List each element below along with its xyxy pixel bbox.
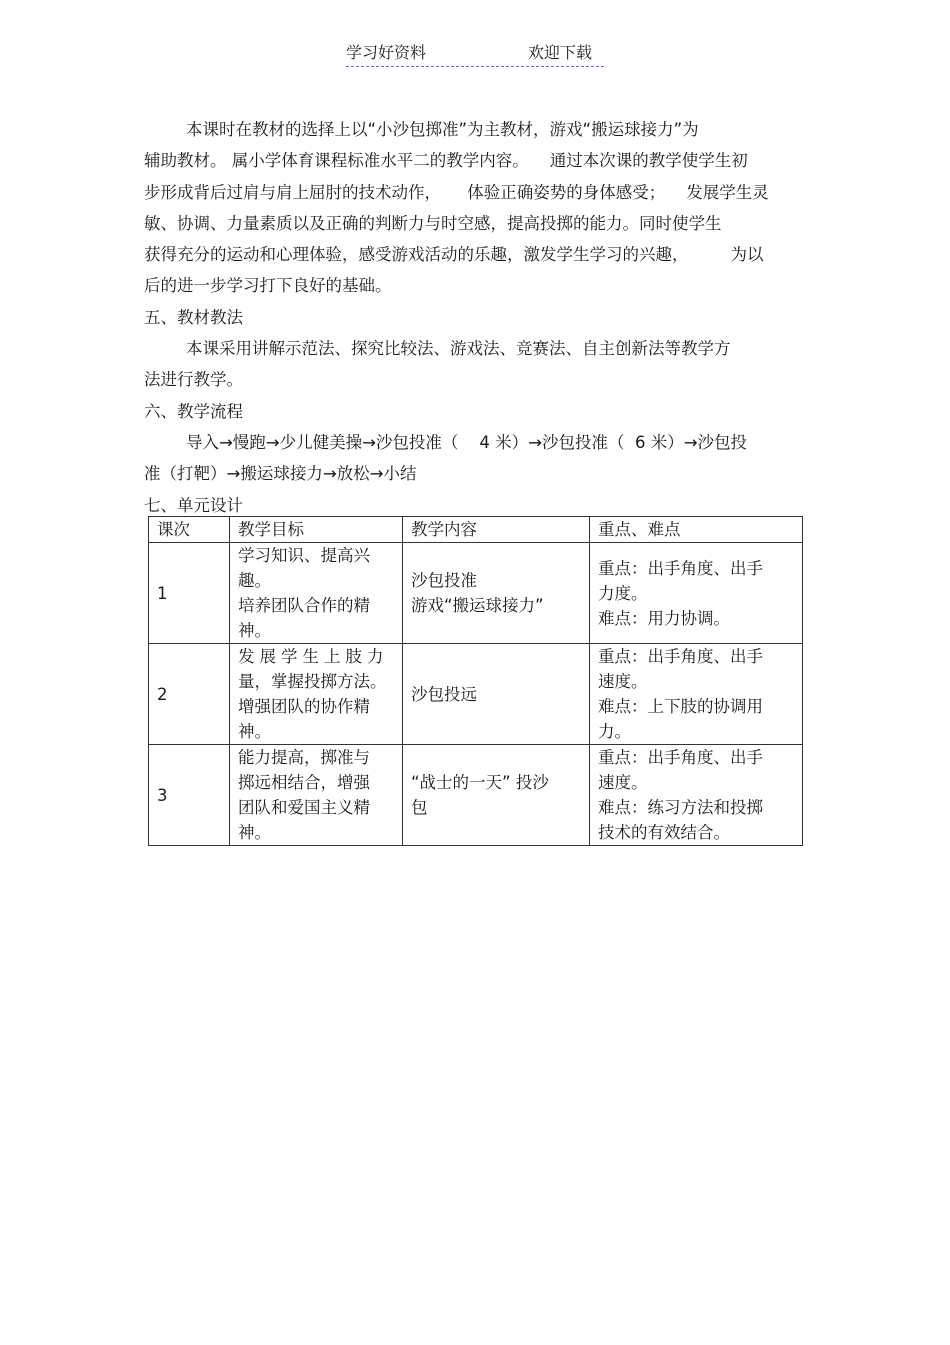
paragraph-line: 后的进一步学习打下良好的基础。 xyxy=(144,276,392,296)
column-header: 重点、难点 xyxy=(590,517,803,543)
lesson-focus xyxy=(590,644,803,745)
lesson-focus xyxy=(590,543,803,644)
column-header: 教学内容 xyxy=(403,517,590,543)
paragraph-line: 导入→慢跑→少儿健美操→沙包投准（ 4 米）→沙包投准（ 6 米）→沙包投 xyxy=(144,432,748,452)
cell-line: 难点：用力协调。 xyxy=(598,608,730,628)
unit-design-table xyxy=(148,516,803,846)
table-row xyxy=(149,543,803,644)
cell-line: “战士的一天” 投沙 xyxy=(411,773,549,792)
cell-line: 团队和爱国主义精 xyxy=(238,798,370,817)
lesson-goal xyxy=(230,644,403,745)
paragraph-line: 本课时在教材的选择上以“小沙包掷准”为主教材，游戏“搬运球接力”为 xyxy=(144,120,699,139)
header-left-text: 学习好资料 xyxy=(346,43,427,62)
paragraph-line: 本课采用讲解示范法、探究比较法、游戏法、竞赛法、自主创新法等教学方 xyxy=(144,339,731,359)
cell-line: 发展学生上肢力 xyxy=(238,647,389,666)
table-row xyxy=(149,745,803,846)
header-right-text: 欢迎下载 xyxy=(528,43,593,62)
section-heading-6: 六、教学流程 xyxy=(144,401,243,421)
page-header xyxy=(346,42,604,67)
column-header: 教学目标 xyxy=(230,517,403,543)
cell-line: 力。 xyxy=(598,722,631,741)
lesson-content xyxy=(403,745,590,846)
section-heading-5: 五、教材教法 xyxy=(144,307,243,327)
section-6-paragraph xyxy=(144,427,808,490)
cell-line: 力度。 xyxy=(598,583,648,603)
paragraph-line: 准（打靶）→搬运球接力→放松→小结 xyxy=(144,464,417,484)
paragraph-line: 敏、协调、力量素质以及正确的判断力与时空感，提高投掷的能力。同时使学生 xyxy=(144,213,722,233)
cell-line: 培养团队合作的精 xyxy=(238,596,370,615)
cell-line: 重点：出手角度、出手 xyxy=(598,558,763,578)
document-body xyxy=(144,114,808,521)
lesson-number: 1 xyxy=(149,543,230,644)
cell-line: 沙包投准 xyxy=(411,571,477,590)
lesson-goal xyxy=(230,543,403,644)
cell-line: 趣。 xyxy=(238,571,271,590)
lesson-number: 3 xyxy=(149,745,230,846)
lesson-content xyxy=(403,543,590,644)
cell-line: 量，掌握投掷方法。 xyxy=(238,672,387,691)
cell-line: 速度。 xyxy=(598,773,648,792)
cell-line: 学习知识、提高兴 xyxy=(238,546,370,565)
section-heading-7: 七、单元设计 xyxy=(144,495,243,515)
lesson-content xyxy=(403,644,590,745)
cell-line: 技术的有效结合。 xyxy=(598,823,730,842)
cell-line: 沙包投远 xyxy=(411,684,477,704)
paragraph-line: 法进行教学。 xyxy=(144,370,243,390)
intro-paragraph xyxy=(144,114,808,302)
cell-line: 速度。 xyxy=(598,672,648,691)
cell-line: 重点：出手角度、出手 xyxy=(598,748,763,767)
lesson-number: 2 xyxy=(149,644,230,745)
cell-line: 包 xyxy=(411,798,428,817)
paragraph-line: 辅助教材。 属小学体育课程标准水平二的教学内容。 通过本次课的教学使学生初 xyxy=(144,151,748,171)
lesson-goal xyxy=(230,745,403,846)
cell-line: 神。 xyxy=(238,823,271,842)
cell-line: 神。 xyxy=(238,722,271,741)
cell-line: 掷远相结合，增强 xyxy=(238,773,370,792)
column-header: 课次 xyxy=(149,517,230,543)
cell-line: 游戏“搬运球接力” xyxy=(411,596,544,615)
cell-line: 难点：上下肢的协调用 xyxy=(598,697,763,716)
cell-line: 能力提高，掷准与 xyxy=(238,748,370,767)
cell-line: 难点：练习方法和投掷 xyxy=(598,798,763,817)
cell-line: 重点：出手角度、出手 xyxy=(598,647,763,666)
table-row xyxy=(149,644,803,745)
table-header-row xyxy=(149,517,803,543)
cell-line: 增强团队的协作精 xyxy=(238,697,370,716)
lesson-focus xyxy=(590,745,803,846)
section-5-paragraph xyxy=(144,333,808,396)
paragraph-line: 步形成背后过肩与肩上屈肘的技术动作， 体验正确姿势的身体感受； 发展学生灵 xyxy=(144,182,769,202)
paragraph-line: 获得充分的运动和心理体验，感受游戏活动的乐趣，激发学生学习的兴趣， 为以 xyxy=(144,245,764,265)
cell-line: 神。 xyxy=(238,621,271,640)
